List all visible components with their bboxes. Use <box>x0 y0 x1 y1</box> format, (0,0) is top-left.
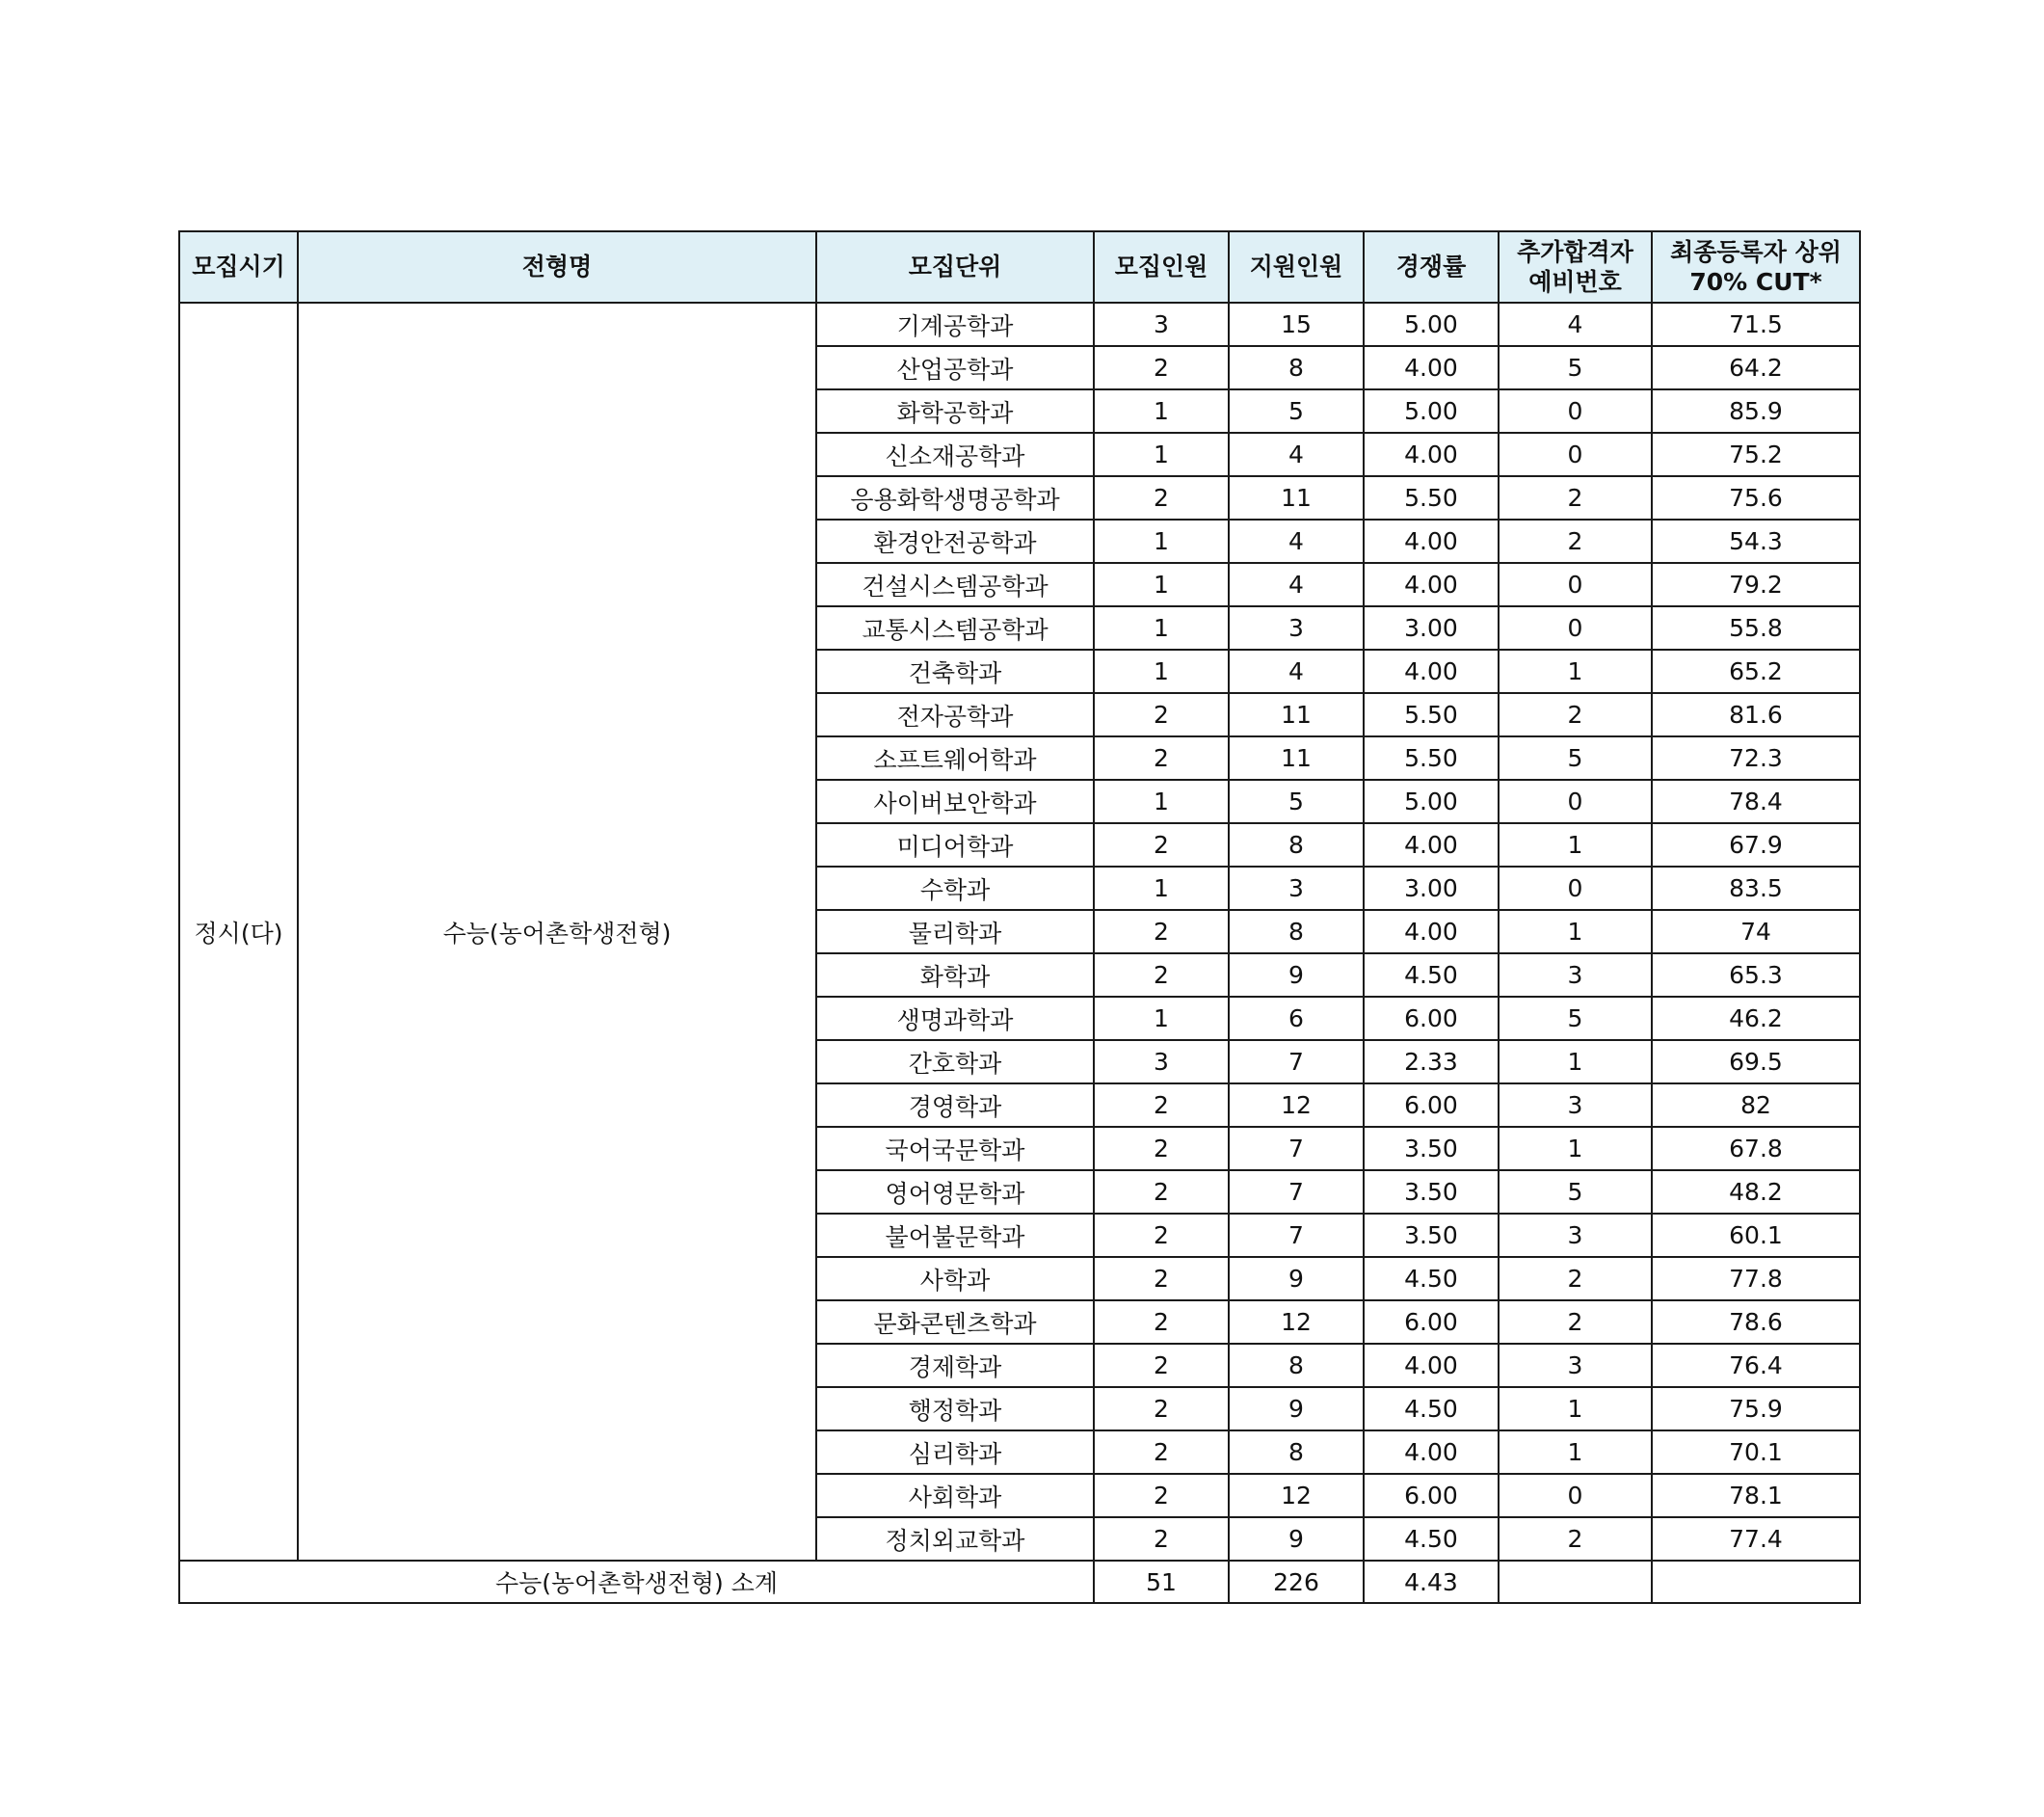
unit-cell: 환경안전공학과 <box>816 520 1094 563</box>
quota-cell: 1 <box>1094 563 1229 606</box>
applicants-cell: 7 <box>1229 1170 1364 1214</box>
unit-cell: 산업공학과 <box>816 346 1094 389</box>
header-cut-line2: 70% CUT* <box>1689 268 1822 296</box>
cut-cell: 76.4 <box>1652 1344 1860 1387</box>
waitlist-cell: 0 <box>1499 563 1652 606</box>
quota-cell: 2 <box>1094 953 1229 997</box>
unit-cell: 건설시스템공학과 <box>816 563 1094 606</box>
waitlist-cell: 2 <box>1499 520 1652 563</box>
waitlist-cell: 1 <box>1499 1387 1652 1430</box>
ratio-cell: 5.50 <box>1364 476 1499 520</box>
cut-cell: 46.2 <box>1652 997 1860 1040</box>
applicants-cell: 4 <box>1229 433 1364 476</box>
unit-cell: 기계공학과 <box>816 303 1094 346</box>
header-row <box>179 231 1860 303</box>
ratio-cell: 4.00 <box>1364 433 1499 476</box>
waitlist-cell: 1 <box>1499 1127 1652 1170</box>
quota-cell: 1 <box>1094 520 1229 563</box>
applicants-cell: 3 <box>1229 867 1364 910</box>
cut-cell: 82 <box>1652 1083 1860 1127</box>
applicants-cell: 8 <box>1229 1344 1364 1387</box>
applicants-cell: 9 <box>1229 1387 1364 1430</box>
table-row <box>179 303 1860 346</box>
cut-cell: 70.1 <box>1652 1430 1860 1474</box>
header-ratio: 경쟁률 <box>1364 231 1499 303</box>
quota-cell: 2 <box>1094 736 1229 780</box>
waitlist-cell: 0 <box>1499 389 1652 433</box>
subtotal-waitlist <box>1499 1561 1652 1603</box>
ratio-cell: 3.50 <box>1364 1127 1499 1170</box>
cut-cell: 85.9 <box>1652 389 1860 433</box>
ratio-cell: 4.00 <box>1364 1344 1499 1387</box>
quota-cell: 2 <box>1094 1517 1229 1561</box>
waitlist-cell: 2 <box>1499 1517 1652 1561</box>
unit-cell: 영어영문학과 <box>816 1170 1094 1214</box>
unit-cell: 응용화학생명공학과 <box>816 476 1094 520</box>
subtotal-quota: 51 <box>1094 1561 1229 1603</box>
ratio-cell: 4.00 <box>1364 563 1499 606</box>
cut-cell: 67.8 <box>1652 1127 1860 1170</box>
applicants-cell: 5 <box>1229 389 1364 433</box>
unit-cell: 경영학과 <box>816 1083 1094 1127</box>
ratio-cell: 4.50 <box>1364 953 1499 997</box>
applicants-cell: 9 <box>1229 953 1364 997</box>
cut-cell: 72.3 <box>1652 736 1860 780</box>
waitlist-cell: 1 <box>1499 650 1652 693</box>
admission-type-cell: 수능(농어촌학생전형) <box>298 303 816 1561</box>
quota-cell: 2 <box>1094 1257 1229 1300</box>
unit-cell: 정치외교학과 <box>816 1517 1094 1561</box>
applicants-cell: 11 <box>1229 736 1364 780</box>
unit-cell: 전자공학과 <box>816 693 1094 736</box>
unit-cell: 소프트웨어학과 <box>816 736 1094 780</box>
applicants-cell: 8 <box>1229 910 1364 953</box>
applicants-cell: 11 <box>1229 476 1364 520</box>
unit-cell: 심리학과 <box>816 1430 1094 1474</box>
ratio-cell: 4.50 <box>1364 1387 1499 1430</box>
applicants-cell: 7 <box>1229 1040 1364 1083</box>
unit-cell: 생명과학과 <box>816 997 1094 1040</box>
waitlist-cell: 1 <box>1499 1430 1652 1474</box>
waitlist-cell: 2 <box>1499 1300 1652 1344</box>
waitlist-cell: 3 <box>1499 1214 1652 1257</box>
quota-cell: 2 <box>1094 910 1229 953</box>
unit-cell: 문화콘텐츠학과 <box>816 1300 1094 1344</box>
unit-cell: 미디어학과 <box>816 823 1094 867</box>
cut-cell: 65.3 <box>1652 953 1860 997</box>
quota-cell: 2 <box>1094 1170 1229 1214</box>
quota-cell: 2 <box>1094 1344 1229 1387</box>
cut-cell: 78.4 <box>1652 780 1860 823</box>
ratio-cell: 5.00 <box>1364 780 1499 823</box>
cut-cell: 69.5 <box>1652 1040 1860 1083</box>
cut-cell: 54.3 <box>1652 520 1860 563</box>
quota-cell: 2 <box>1094 1430 1229 1474</box>
cut-cell: 67.9 <box>1652 823 1860 867</box>
quota-cell: 2 <box>1094 1127 1229 1170</box>
subtotal-ratio: 4.43 <box>1364 1561 1499 1603</box>
applicants-cell: 8 <box>1229 823 1364 867</box>
waitlist-cell: 1 <box>1499 823 1652 867</box>
cut-cell: 75.2 <box>1652 433 1860 476</box>
header-waitlist-line1: 추가합격자 <box>1517 237 1633 266</box>
quota-cell: 2 <box>1094 1387 1229 1430</box>
cut-cell: 77.8 <box>1652 1257 1860 1300</box>
quota-cell: 2 <box>1094 1474 1229 1517</box>
ratio-cell: 4.00 <box>1364 650 1499 693</box>
ratio-cell: 4.00 <box>1364 823 1499 867</box>
header-cut <box>1652 231 1860 303</box>
waitlist-cell: 5 <box>1499 736 1652 780</box>
unit-cell: 물리학과 <box>816 910 1094 953</box>
table-body <box>179 303 1860 1561</box>
applicants-cell: 4 <box>1229 563 1364 606</box>
waitlist-cell: 1 <box>1499 910 1652 953</box>
unit-cell: 화학과 <box>816 953 1094 997</box>
cut-cell: 78.1 <box>1652 1474 1860 1517</box>
applicants-cell: 12 <box>1229 1474 1364 1517</box>
cut-cell: 81.6 <box>1652 693 1860 736</box>
quota-cell: 2 <box>1094 1083 1229 1127</box>
unit-cell: 경제학과 <box>816 1344 1094 1387</box>
quota-cell: 1 <box>1094 650 1229 693</box>
unit-cell: 불어불문학과 <box>816 1214 1094 1257</box>
cut-cell: 83.5 <box>1652 867 1860 910</box>
waitlist-cell: 3 <box>1499 1344 1652 1387</box>
waitlist-cell: 0 <box>1499 780 1652 823</box>
quota-cell: 2 <box>1094 476 1229 520</box>
waitlist-cell: 0 <box>1499 606 1652 650</box>
applicants-cell: 5 <box>1229 780 1364 823</box>
quota-cell: 3 <box>1094 1040 1229 1083</box>
quota-cell: 1 <box>1094 389 1229 433</box>
cut-cell: 55.8 <box>1652 606 1860 650</box>
admission-results-table <box>178 230 1861 1604</box>
quota-cell: 2 <box>1094 1300 1229 1344</box>
table-header <box>179 231 1860 303</box>
period-cell: 정시(다) <box>179 303 298 1561</box>
cut-cell: 75.6 <box>1652 476 1860 520</box>
applicants-cell: 9 <box>1229 1257 1364 1300</box>
ratio-cell: 5.50 <box>1364 693 1499 736</box>
ratio-cell: 4.50 <box>1364 1257 1499 1300</box>
ratio-cell: 4.00 <box>1364 1430 1499 1474</box>
quota-cell: 2 <box>1094 823 1229 867</box>
subtotal-applicants: 226 <box>1229 1561 1364 1603</box>
cut-cell: 74 <box>1652 910 1860 953</box>
applicants-cell: 9 <box>1229 1517 1364 1561</box>
subtotal-row <box>179 1561 1860 1603</box>
header-waitlist <box>1499 231 1652 303</box>
applicants-cell: 3 <box>1229 606 1364 650</box>
unit-cell: 사학과 <box>816 1257 1094 1300</box>
header-period: 모집시기 <box>179 231 298 303</box>
unit-cell: 교통시스템공학과 <box>816 606 1094 650</box>
unit-cell: 사회학과 <box>816 1474 1094 1517</box>
unit-cell: 수학과 <box>816 867 1094 910</box>
applicants-cell: 11 <box>1229 693 1364 736</box>
ratio-cell: 4.50 <box>1364 1517 1499 1561</box>
header-applicants: 지원인원 <box>1229 231 1364 303</box>
waitlist-cell: 0 <box>1499 867 1652 910</box>
waitlist-cell: 2 <box>1499 693 1652 736</box>
subtotal-label: 수능(농어촌학생전형) 소계 <box>179 1561 1094 1603</box>
cut-cell: 77.4 <box>1652 1517 1860 1561</box>
quota-cell: 2 <box>1094 693 1229 736</box>
applicants-cell: 6 <box>1229 997 1364 1040</box>
header-cut-line1: 최종등록자 상위 <box>1670 237 1842 266</box>
cut-cell: 48.2 <box>1652 1170 1860 1214</box>
ratio-cell: 5.00 <box>1364 303 1499 346</box>
quota-cell: 1 <box>1094 780 1229 823</box>
unit-cell: 화학공학과 <box>816 389 1094 433</box>
waitlist-cell: 4 <box>1499 303 1652 346</box>
applicants-cell: 12 <box>1229 1300 1364 1344</box>
header-unit: 모집단위 <box>816 231 1094 303</box>
applicants-cell: 12 <box>1229 1083 1364 1127</box>
quota-cell: 3 <box>1094 303 1229 346</box>
unit-cell: 행정학과 <box>816 1387 1094 1430</box>
cut-cell: 64.2 <box>1652 346 1860 389</box>
header-admission-type: 전형명 <box>298 231 816 303</box>
applicants-cell: 4 <box>1229 650 1364 693</box>
quota-cell: 2 <box>1094 1214 1229 1257</box>
cut-cell: 60.1 <box>1652 1214 1860 1257</box>
quota-cell: 1 <box>1094 997 1229 1040</box>
ratio-cell: 6.00 <box>1364 1474 1499 1517</box>
ratio-cell: 5.00 <box>1364 389 1499 433</box>
cut-cell: 79.2 <box>1652 563 1860 606</box>
ratio-cell: 6.00 <box>1364 1083 1499 1127</box>
quota-cell: 2 <box>1094 346 1229 389</box>
waitlist-cell: 5 <box>1499 997 1652 1040</box>
quota-cell: 1 <box>1094 606 1229 650</box>
unit-cell: 사이버보안학과 <box>816 780 1094 823</box>
ratio-cell: 4.00 <box>1364 910 1499 953</box>
waitlist-cell: 2 <box>1499 1257 1652 1300</box>
ratio-cell: 3.50 <box>1364 1170 1499 1214</box>
table-footer <box>179 1561 1860 1603</box>
waitlist-cell: 2 <box>1499 476 1652 520</box>
unit-cell: 국어국문학과 <box>816 1127 1094 1170</box>
cut-cell: 65.2 <box>1652 650 1860 693</box>
applicants-cell: 15 <box>1229 303 1364 346</box>
ratio-cell: 5.50 <box>1364 736 1499 780</box>
ratio-cell: 3.50 <box>1364 1214 1499 1257</box>
waitlist-cell: 3 <box>1499 953 1652 997</box>
applicants-cell: 7 <box>1229 1214 1364 1257</box>
quota-cell: 1 <box>1094 433 1229 476</box>
ratio-cell: 3.00 <box>1364 867 1499 910</box>
header-quota: 모집인원 <box>1094 231 1229 303</box>
header-waitlist-line2: 예비번호 <box>1528 268 1622 296</box>
ratio-cell: 3.00 <box>1364 606 1499 650</box>
ratio-cell: 6.00 <box>1364 997 1499 1040</box>
applicants-cell: 7 <box>1229 1127 1364 1170</box>
cut-cell: 78.6 <box>1652 1300 1860 1344</box>
ratio-cell: 4.00 <box>1364 346 1499 389</box>
ratio-cell: 4.00 <box>1364 520 1499 563</box>
subtotal-cut <box>1652 1561 1860 1603</box>
unit-cell: 건축학과 <box>816 650 1094 693</box>
quota-cell: 1 <box>1094 867 1229 910</box>
waitlist-cell: 5 <box>1499 1170 1652 1214</box>
waitlist-cell: 5 <box>1499 346 1652 389</box>
applicants-cell: 4 <box>1229 520 1364 563</box>
waitlist-cell: 0 <box>1499 433 1652 476</box>
cut-cell: 71.5 <box>1652 303 1860 346</box>
applicants-cell: 8 <box>1229 1430 1364 1474</box>
unit-cell: 신소재공학과 <box>816 433 1094 476</box>
cut-cell: 75.9 <box>1652 1387 1860 1430</box>
waitlist-cell: 1 <box>1499 1040 1652 1083</box>
waitlist-cell: 0 <box>1499 1474 1652 1517</box>
unit-cell: 간호학과 <box>816 1040 1094 1083</box>
applicants-cell: 8 <box>1229 346 1364 389</box>
ratio-cell: 2.33 <box>1364 1040 1499 1083</box>
ratio-cell: 6.00 <box>1364 1300 1499 1344</box>
waitlist-cell: 3 <box>1499 1083 1652 1127</box>
